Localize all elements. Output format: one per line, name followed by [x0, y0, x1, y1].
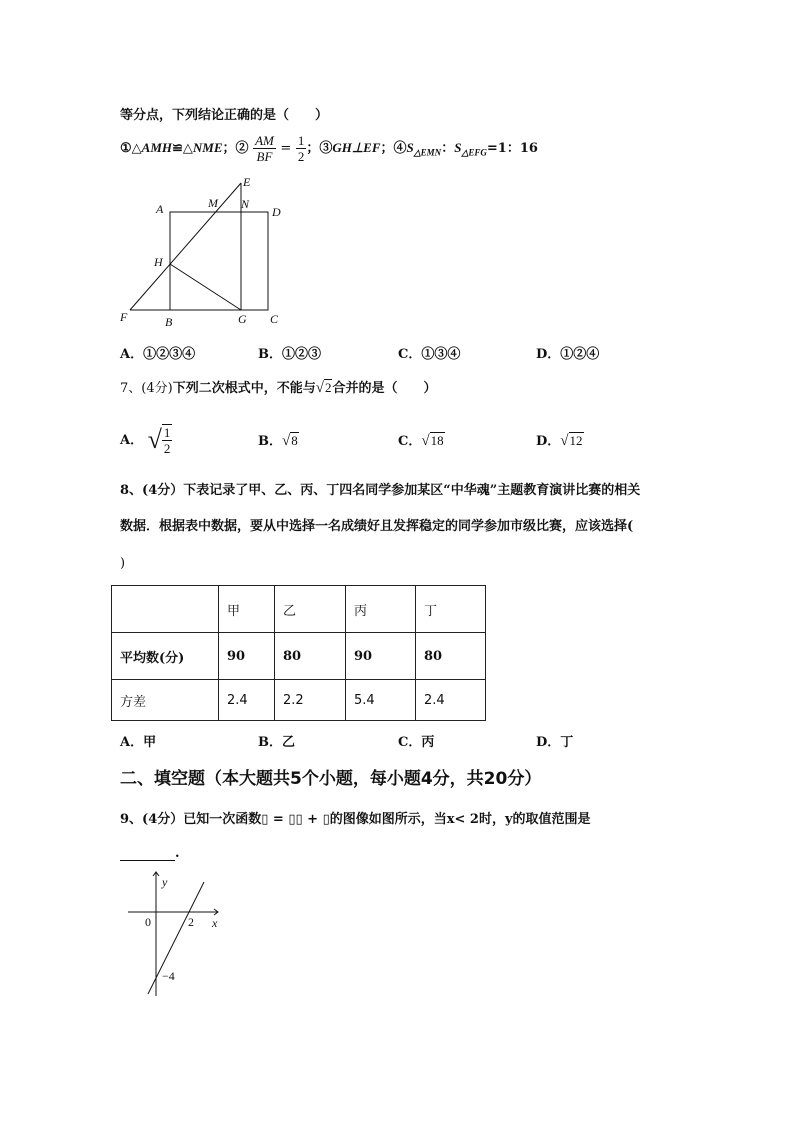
- c3: GH⊥EF: [332, 140, 381, 155]
- label-n: N: [241, 197, 250, 211]
- table-header-cell: 丙: [346, 586, 416, 633]
- q7-stem-a: 下列二次根式中，不能与: [172, 381, 316, 396]
- x-intercept-label: 2: [188, 915, 194, 929]
- ratio: =1：16: [486, 141, 538, 156]
- option-text: ①②③: [282, 347, 322, 362]
- line-fe: [130, 183, 241, 310]
- c1-rel: ≌△: [172, 141, 193, 156]
- s-sub-2: △EFG: [461, 147, 487, 158]
- table-header-cell: 甲: [219, 586, 275, 633]
- q8-option-c[interactable]: [398, 731, 434, 750]
- option-letter: D．: [536, 434, 561, 449]
- q6-stem-end: 等分点，下列结论正确的是（ ）: [120, 108, 329, 123]
- option-text: ①③④: [421, 347, 461, 362]
- table-row: [112, 680, 486, 721]
- label-g: G: [238, 312, 247, 326]
- label-e: E: [243, 175, 251, 189]
- option-letter: D．: [536, 735, 561, 750]
- table-header-cell: 乙: [275, 586, 346, 633]
- sqrt-arg: 8: [291, 433, 298, 448]
- blank-line: [120, 846, 175, 861]
- y-intercept-label: −4: [162, 969, 175, 983]
- option-letter: A．: [120, 347, 144, 362]
- label-d: D: [272, 205, 281, 219]
- table-cell: 80: [275, 633, 346, 680]
- table-header-row: [112, 586, 486, 633]
- fraction-half: [296, 133, 307, 164]
- q7-stem-b: 合并的是（ ）: [332, 381, 437, 396]
- q6-conclusions: [120, 130, 538, 171]
- q6-option-b[interactable]: [258, 343, 321, 362]
- s-letter-2: S: [454, 140, 462, 155]
- q7-stem: [120, 377, 436, 397]
- origin-label: 0: [145, 915, 151, 929]
- sep3: ；④: [380, 141, 407, 156]
- label-a: A: [156, 202, 164, 216]
- eq-sign: =: [280, 141, 292, 156]
- q9-answer-blank[interactable]: [120, 842, 180, 861]
- option-letter: C．: [398, 735, 422, 750]
- table-cell: 90: [346, 633, 416, 680]
- table-cell: 方差: [112, 680, 219, 721]
- table-cell: 2.4: [219, 680, 275, 721]
- q6-option-c[interactable]: [398, 343, 460, 362]
- c1-t2: NME: [192, 140, 223, 155]
- option-text: 乙: [282, 735, 296, 750]
- q9-function-graph: [118, 866, 230, 996]
- option-text: 丙: [421, 735, 435, 750]
- label-f: F: [120, 310, 128, 324]
- q8-line-3: ): [120, 556, 126, 571]
- frac2-den: 2: [297, 149, 305, 164]
- line-hg: [170, 264, 241, 310]
- x-axis-label: x: [212, 916, 218, 930]
- label-m: M: [208, 196, 218, 210]
- blank-end: .: [175, 846, 180, 861]
- table-header-cell: [112, 586, 219, 633]
- q6-option-a[interactable]: [120, 343, 195, 362]
- option-text: 丁: [560, 735, 574, 750]
- q8-line-1: 8、(4分）下表记录了甲、乙、丙、丁四名同学参加某区“中华魂”主题教育演讲比赛的相关: [120, 483, 641, 498]
- option-text: ①②③④: [143, 347, 196, 362]
- sqrt-2: √2: [315, 380, 332, 396]
- label-h: H: [154, 255, 163, 269]
- option-letter: A．: [120, 432, 144, 448]
- option-letter: C．: [398, 347, 422, 362]
- sqrt-arg: 2: [324, 380, 332, 395]
- fraction-am-bf: [253, 133, 276, 164]
- q6-geometry-figure: [110, 170, 310, 335]
- option-letter: B．: [258, 434, 282, 449]
- table-row: [112, 633, 486, 680]
- table-cell: 平均数(分): [112, 633, 219, 680]
- sqrt-arg: 18: [430, 433, 444, 448]
- option-letter: C．: [398, 434, 422, 449]
- option-letter: B．: [258, 347, 282, 362]
- q7-number: 7、(4分): [120, 381, 173, 396]
- frac-den: 2: [163, 441, 171, 456]
- q8-line-2: 数据．根据表中数据，要从中选择一名成绩好且发挥稳定的同学参加市级比赛，应该选择(: [120, 519, 634, 534]
- option-letter: A．: [120, 735, 144, 750]
- table-cell: 2.2: [275, 680, 346, 721]
- table-cell: 80: [416, 633, 486, 680]
- sep2: ；③: [306, 141, 333, 156]
- frac1-den: BF: [256, 149, 273, 164]
- colon: ：: [441, 141, 455, 156]
- table-cell: 2.4: [416, 680, 486, 721]
- sep1: ；②: [222, 141, 249, 156]
- frac2-num: 1: [297, 133, 305, 148]
- q8-option-b[interactable]: [258, 731, 295, 750]
- option-letter: B．: [258, 735, 282, 750]
- q7-option-a[interactable]: [120, 420, 172, 461]
- table-header-cell: 丁: [416, 586, 486, 633]
- option-text: 甲: [143, 735, 157, 750]
- sqrt-8: √8: [282, 433, 298, 449]
- q9-stem: 9、(4分）已知一次函数▯ = ▯▯ + ▯的图像如图所示，当x< 2时，y的取值范围是: [120, 812, 591, 827]
- s-sub-1: △EMN: [413, 147, 442, 158]
- q8-option-a[interactable]: [120, 731, 156, 750]
- section-2-title: 二、填空题（本大题共5个小题，每小题4分，共20分）: [120, 769, 542, 789]
- q7-option-b[interactable]: [258, 430, 299, 450]
- q7-option-d[interactable]: [536, 430, 584, 450]
- sqrt-12: √12: [560, 433, 583, 449]
- sqrt-18: √18: [421, 433, 444, 449]
- q8-option-d[interactable]: [536, 731, 573, 750]
- option-letter: D．: [536, 347, 561, 362]
- label-c: C: [270, 312, 279, 326]
- table-cell: 5.4: [346, 680, 416, 721]
- frac1-num: AM: [255, 133, 274, 148]
- sqrt-half: √ $\frac{1}{2}$: [147, 425, 171, 456]
- frac-num: 1: [163, 425, 171, 440]
- c1-t1: AMH: [141, 140, 172, 155]
- table-cell: 90: [219, 633, 275, 680]
- s-letter-1: S: [406, 140, 414, 155]
- c1-prefix: ①△: [120, 141, 142, 156]
- label-b: B: [165, 315, 173, 329]
- q7-option-c[interactable]: [398, 430, 445, 450]
- y-axis-label: y: [162, 875, 168, 889]
- sqrt-arg: 12: [569, 433, 583, 448]
- q6-option-d[interactable]: [536, 343, 599, 362]
- option-text: ①②④: [560, 347, 600, 362]
- q8-data-table: [111, 585, 486, 721]
